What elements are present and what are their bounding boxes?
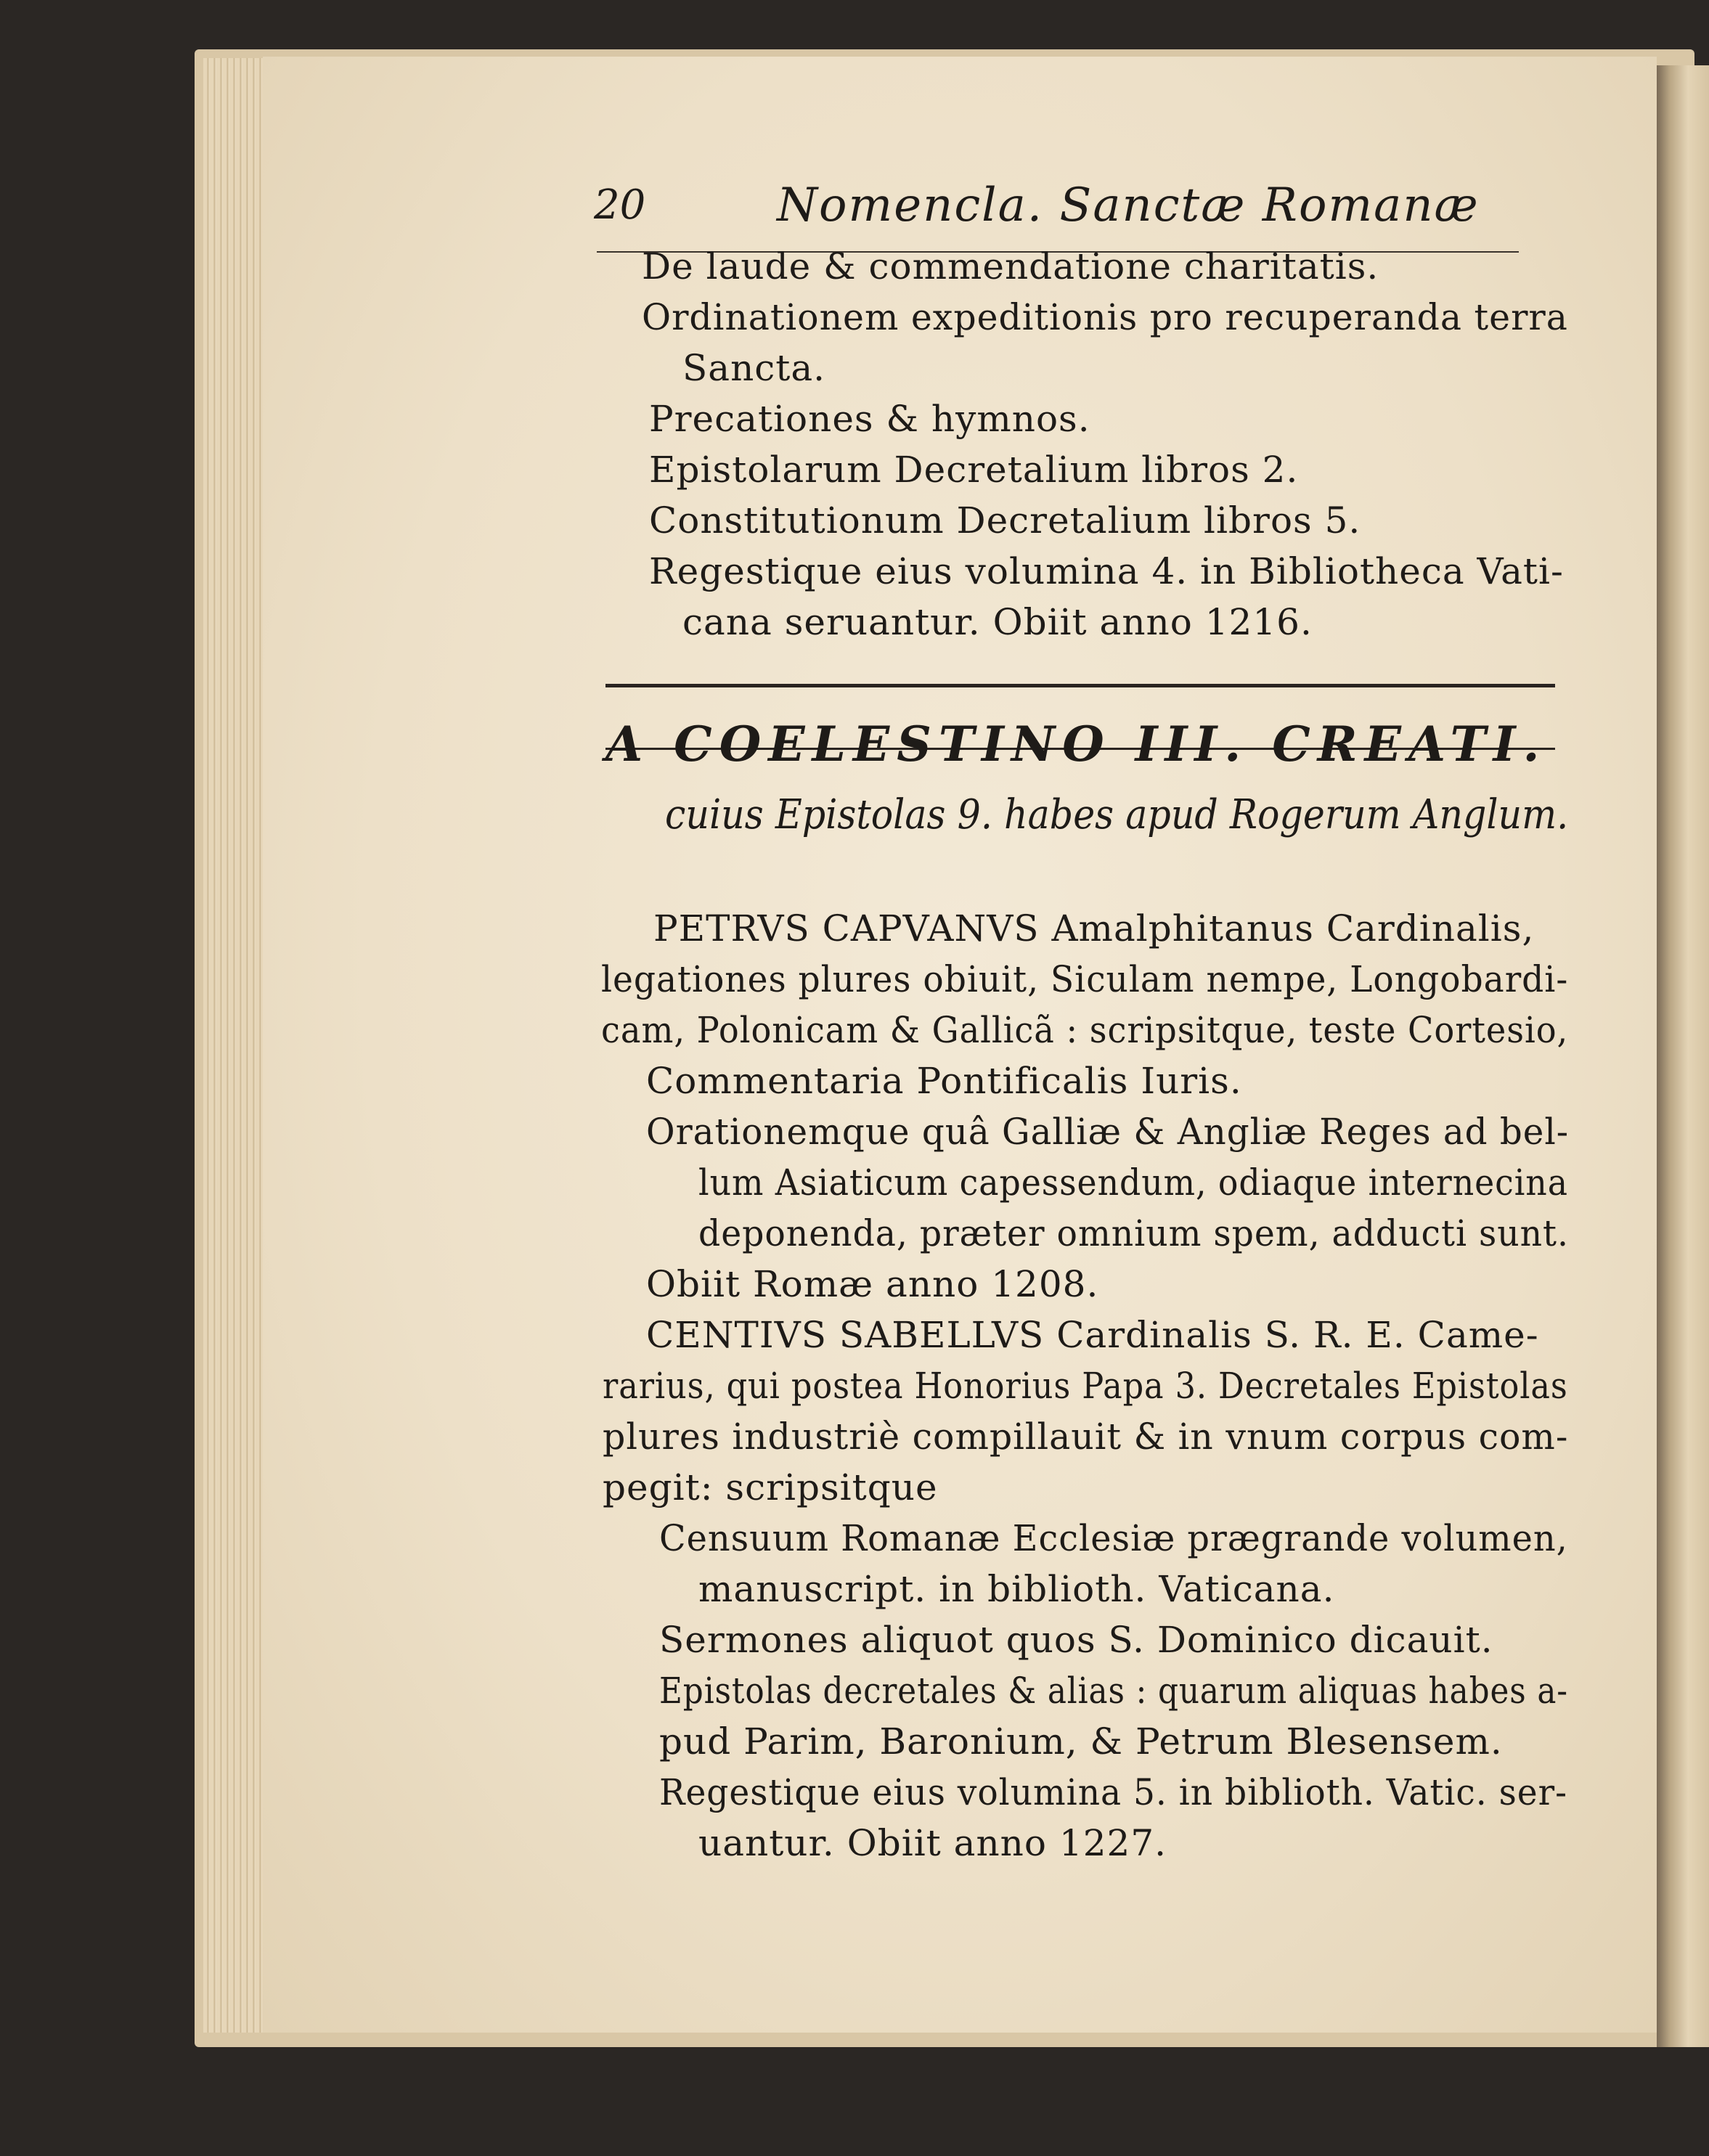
text-line: cam, Polonicam & Gallicã : scripsitque, teste Cortesio, <box>601 1009 1569 1051</box>
text-line: Epistolas decretales & alias : quarum aliquas habes a- <box>659 1670 1568 1712</box>
text-line: PETRVS CAPVANVS Amalphitanus Cardinalis, <box>653 907 1535 950</box>
text-line: Ordinationem expeditionis pro recuperanda terra <box>642 296 1568 338</box>
text-line: rarius, qui postea Honorius Papa 3. Decretales Epistolas <box>603 1365 1568 1407</box>
section-heading: A COELESTINO III. CREATI. <box>605 716 1547 772</box>
text-line: Obiit Romæ anno 1208. <box>646 1263 1099 1305</box>
text-line: legationes plures obiuit, Siculam nempe, Longobardi- <box>601 958 1569 1000</box>
text-line: deponenda, præter omnium spem, adducti sunt. <box>698 1212 1569 1254</box>
text-line: uantur. Obiit anno 1227. <box>698 1822 1167 1864</box>
text-line: Sancta. <box>682 347 826 389</box>
text-line: Orationemque quâ Galliæ & Angliæ Reges ad bel- <box>646 1111 1570 1153</box>
text-line: Regestique eius volumina 4. in Bibliotheca Vati- <box>649 550 1564 592</box>
text-line: cana seruantur. Obiit anno 1216. <box>682 601 1313 643</box>
text-line: pegit: scripsitque <box>603 1466 938 1508</box>
page-number: 20 <box>594 181 646 229</box>
text-line: De laude & commendatione charitatis. <box>642 245 1379 287</box>
text-line: Commentaria Pontificalis Iuris. <box>646 1060 1242 1102</box>
text-line: CENTIVS SABELLVS Cardinalis S. R. E. Came- <box>646 1314 1539 1356</box>
section-subheading: cuius Epistolas 9. habes apud Rogerum Anglum. <box>665 791 1569 838</box>
book-gutter <box>1657 65 1709 2047</box>
text-line: lum Asiaticum capessendum, odiaque internecina <box>698 1161 1568 1204</box>
text-line: pud Parim, Baronium, & Petrum Blesensem. <box>659 1720 1503 1763</box>
text-line: Censuum Romanæ Ecclesiæ prægrande volumen, <box>659 1517 1568 1559</box>
running-title: Nomencla. Sanctæ Romanæ <box>777 179 1480 232</box>
section-rule-top <box>605 684 1555 687</box>
text-line: Regestique eius volumina 5. in biblioth. Vatic. ser- <box>659 1771 1567 1813</box>
text-line: manuscript. in biblioth. Vaticana. <box>698 1568 1335 1610</box>
text-line: plures industriè compillauit & in vnum corpus com- <box>603 1416 1569 1458</box>
page-stack-edge <box>203 58 269 2033</box>
text-line: Sermones aliquot quos S. Dominico dicauit. <box>659 1619 1493 1661</box>
text-line: Epistolarum Decretalium libros 2. <box>649 449 1299 491</box>
text-line: Precationes & hymnos. <box>649 398 1090 440</box>
text-line: Constitutionum Decretalium libros 5. <box>649 499 1361 542</box>
